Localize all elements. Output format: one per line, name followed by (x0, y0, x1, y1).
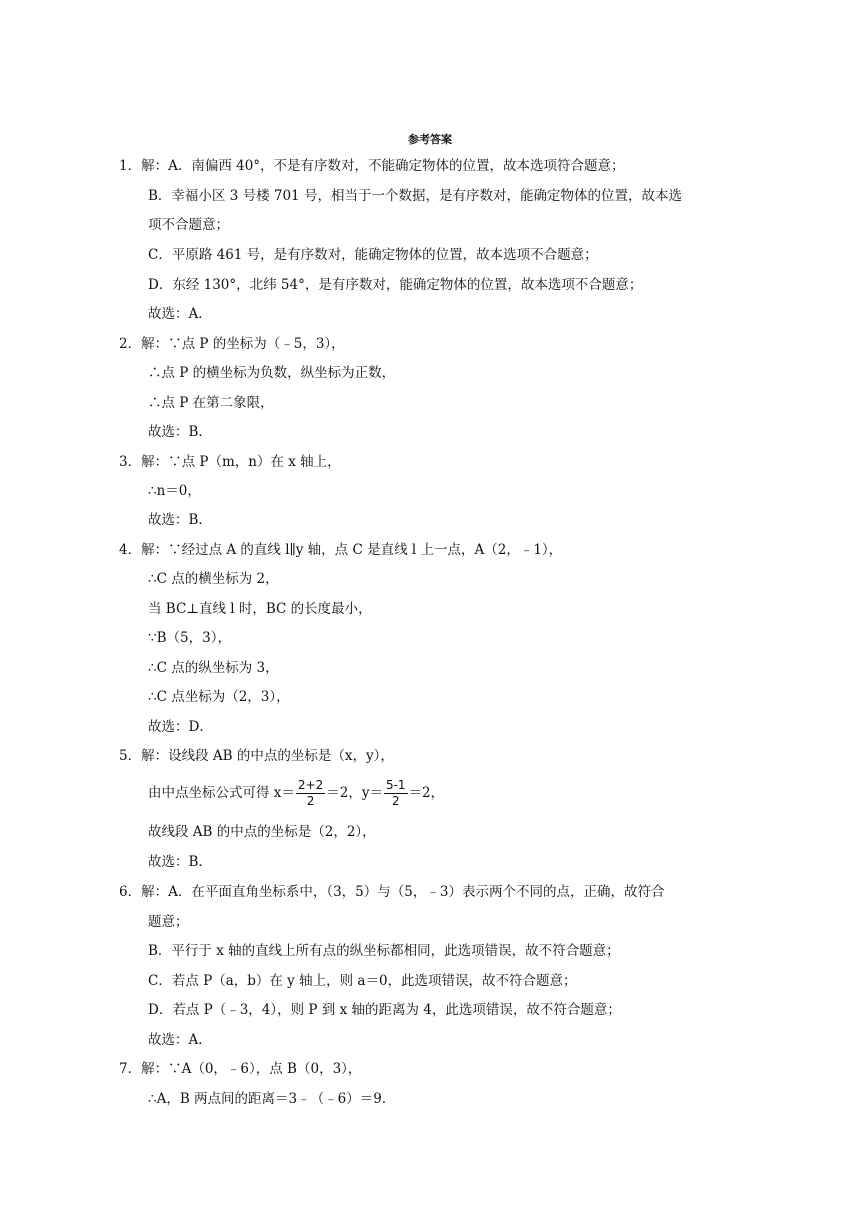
text-line: ∴n＝0， (148, 483, 201, 499)
text-line: B．平行于 x 轴的直线上所有点的纵坐标都相同，此选项错误，故不符合题意； (148, 943, 620, 959)
text-line: ∴C 点坐标为（2，3）， (148, 689, 290, 705)
text-line: 6．解：A．在平面直角坐标系中，（3，5）与（5，﹣3）表示两个不同的点，正确，故符合 (119, 884, 665, 900)
midpoint-formula-line (148, 778, 444, 809)
text-line: 故选：D． (148, 719, 213, 735)
text-line: D．若点 P（﹣3，4），则 P 到 x 轴的距离为 4，此选项错误，故不符合题意； (148, 1002, 621, 1018)
text-line: 故线段 AB 的中点的坐标是（2，2）， (148, 824, 376, 840)
text-line: 题意； (148, 914, 189, 930)
page-title: 参考答案 (408, 133, 452, 146)
formula-mid: ＝2，y＝ (326, 785, 383, 801)
text-line: 当 BC⊥直线 l 时，BC 的长度最小， (148, 601, 372, 617)
text-line: ∴A，B 两点间的距离＝3﹣（﹣6）＝9． (148, 1091, 396, 1107)
fraction-x-denominator: 2 (306, 794, 315, 808)
text-line: 4．解：∵经过点 A 的直线 l∥y 轴，点 C 是直线 l 上一点，A（2，﹣1）， (119, 542, 563, 558)
text-line: ∴C 点的横坐标为 2， (148, 571, 279, 587)
text-line: 3．解：∵点 P（m，n）在 x 轴上， (119, 454, 341, 470)
text-line: 7．解：∵A（0，﹣6），点 B（0，3）， (119, 1061, 362, 1077)
fraction-x (296, 778, 325, 809)
text-line: 1．解：A．南偏西 40°，不是有序数对，不能确定物体的位置，故本选项符合题意； (119, 158, 625, 174)
text-line: ∴点 P 的横坐标为负数，纵坐标为正数， (148, 365, 396, 381)
text-line: C．平原路 461 号，是有序数对，能确定物体的位置，故本选项不合题意； (148, 247, 598, 263)
fraction-y (384, 778, 408, 809)
formula-suffix: ＝2， (408, 785, 445, 801)
text-line: ∴C 点的纵坐标为 3， (148, 660, 279, 676)
text-line: 故选：A． (148, 306, 212, 322)
text-line: 5．解：设线段 AB 的中点的坐标是（x，y）， (119, 748, 394, 764)
text-line: 故选：A． (148, 1032, 212, 1048)
text-line: 故选：B． (148, 424, 212, 440)
formula-prefix: 由中点坐标公式可得 x＝ (148, 785, 295, 801)
text-line: C．若点 P（a，b）在 y 轴上，则 a＝0，此选项错误，故不符合题意； (148, 973, 577, 989)
fraction-x-numerator: 2+2 (297, 778, 324, 792)
text-line: 2．解：∵点 P 的坐标为（﹣5，3）， (119, 336, 345, 352)
fraction-y-numerator: 5-1 (385, 778, 406, 792)
text-line: D．东经 130°，北纬 54°，是有序数对，能确定物体的位置，故本选项不合题意； (148, 277, 643, 293)
fraction-y-denominator: 2 (391, 794, 400, 808)
text-line: 项不合题意； (148, 217, 229, 233)
text-line: 故选：B． (148, 512, 212, 528)
text-line: 故选：B． (148, 854, 212, 870)
text-line: ∴点 P 在第二象限， (148, 395, 274, 411)
text-line: ∵B（5，3）， (148, 630, 231, 646)
text-line: B．幸福小区 3 号楼 701 号，相当于一个数据，是有序数对，能确定物体的位置，故本选 (148, 188, 682, 204)
